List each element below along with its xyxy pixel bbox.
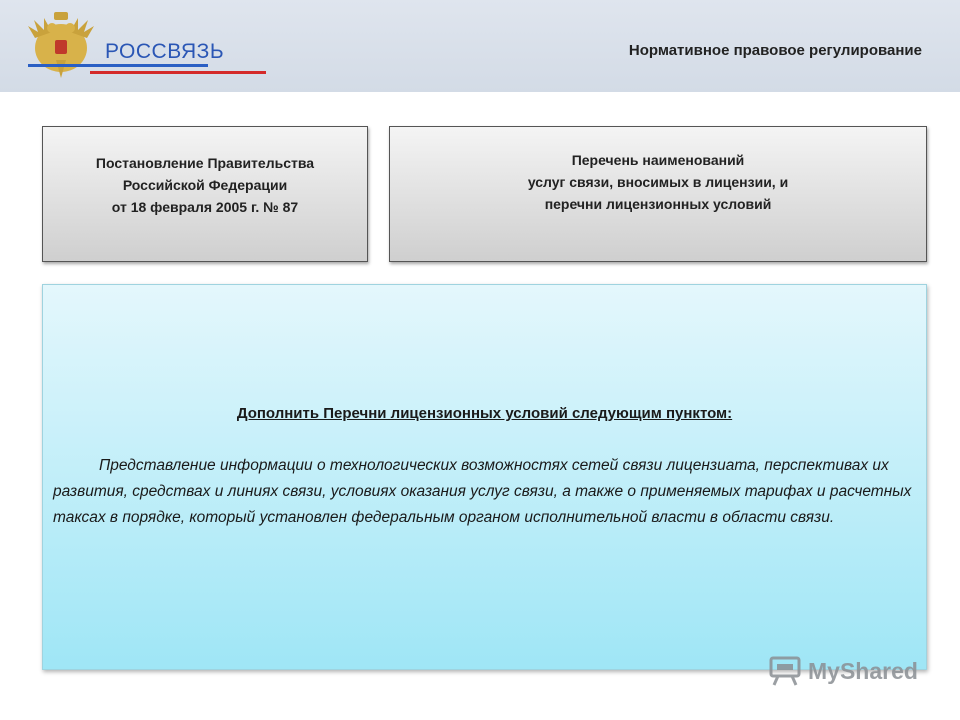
services-line: перечни лицензионных условий — [544, 196, 772, 212]
resolution-line: Российской Федерации — [122, 177, 288, 193]
watermark-text: MyShared — [808, 657, 918, 684]
page-title: Нормативное правовое регулирование — [628, 42, 922, 59]
projector-icon — [768, 656, 802, 686]
header-bar — [0, 0, 960, 92]
services-line: услуг связи, вносимых в лицензии, и — [527, 174, 789, 190]
resolution-line: от 18 февраля 2005 г. № 87 — [111, 199, 299, 215]
services-line: Перечень наименований — [571, 152, 745, 168]
brand-stripe-red — [90, 71, 266, 74]
coat-of-arms-icon — [26, 8, 96, 82]
resolution-box — [42, 126, 368, 262]
watermark — [768, 656, 918, 686]
amendment-heading: Дополнить Перечни лицензионных условий следующим пунктом: — [236, 405, 733, 422]
amendment-panel — [42, 284, 927, 670]
resolution-line: Постановление Правительства — [95, 155, 315, 171]
brand-stripe-blue — [28, 64, 208, 67]
amendment-text: Представление информации о технологических возможностях сетей связи лицензиата, перспективах их развития, средствах и линиях связи, условиях оказания услуг связи, а также о применяемых тарифах и расчетных таксах в порядке, который установлен федеральным органом исполнительной власти в области связи. — [53, 457, 912, 526]
services-list-box — [389, 126, 927, 262]
brand-name: РОССВЯЗЬ — [105, 40, 225, 63]
